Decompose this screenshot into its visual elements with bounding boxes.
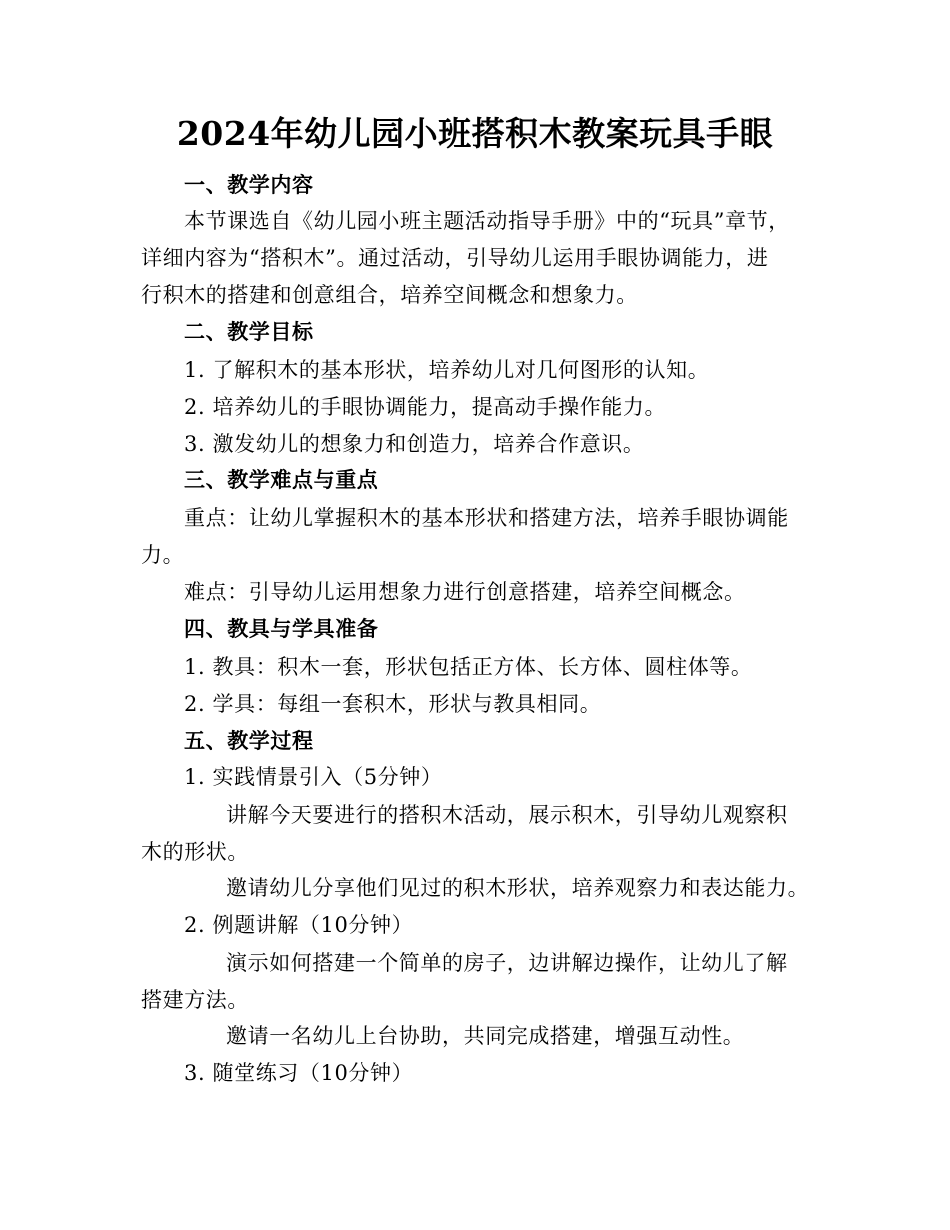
- list-item: 1. 教具：积木一套，形状包括正方体、长方体、圆柱体等。: [184, 655, 753, 679]
- paragraph-line: 邀请一名幼儿上台协助，共同完成搭建，增强互动性。: [226, 1024, 745, 1048]
- list-item: 3. 随堂练习（10分钟）: [184, 1061, 414, 1085]
- list-item: 1. 实践情景引入（5分钟）: [184, 765, 443, 789]
- document-title: 2024年幼儿园小班搭积木教案玩具手眼: [176, 114, 774, 153]
- list-item: 2. 例题讲解（10分钟）: [184, 913, 414, 937]
- paragraph-line: 本节课选自《幼儿园小班主题活动指导手册》中的“玩具”章节，: [184, 209, 790, 233]
- paragraph-line: 搭建方法。: [141, 988, 249, 1012]
- paragraph-line: 力。: [141, 543, 185, 567]
- paragraph-line: 难点：引导幼儿运用想象力进行创意搭建，培养空间概念。: [184, 580, 746, 604]
- paragraph-line: 行积木的搭建和创意组合，培养空间概念和想象力。: [141, 283, 638, 307]
- section-heading-process: 五、教学过程: [184, 728, 314, 753]
- list-item: 2. 培养幼儿的手眼协调能力，提高动手操作能力。: [184, 395, 667, 419]
- list-item: 1. 了解积木的基本形状，培养幼儿对几何图形的认知。: [184, 358, 710, 382]
- section-heading-objectives: 二、教学目标: [184, 319, 314, 344]
- paragraph-line: 木的形状。: [141, 840, 249, 864]
- section-heading-content: 一、教学内容: [184, 172, 314, 197]
- list-item: 2. 学具：每组一套积木，形状与教具相同。: [184, 692, 602, 716]
- section-heading-materials: 四、教具与学具准备: [184, 616, 379, 641]
- list-item: 3. 激发幼儿的想象力和创造力，培养合作意识。: [184, 432, 645, 456]
- section-heading-key-points: 三、教学难点与重点: [184, 467, 379, 492]
- paragraph-line: 邀请幼儿分享他们见过的积木形状，培养观察力和表达能力。: [226, 876, 810, 900]
- paragraph-line: 演示如何搭建一个简单的房子，边讲解边操作，让幼儿了解: [226, 951, 788, 975]
- paragraph-line: 重点：让幼儿掌握积木的基本形状和搭建方法，培养手眼协调能: [184, 506, 789, 530]
- paragraph-line: 讲解今天要进行的搭积木活动，展示积木，引导幼儿观察积: [226, 803, 788, 827]
- paragraph-line: 详细内容为“搭积木”。通过活动，引导幼儿运用手眼协调能力，进: [141, 246, 769, 270]
